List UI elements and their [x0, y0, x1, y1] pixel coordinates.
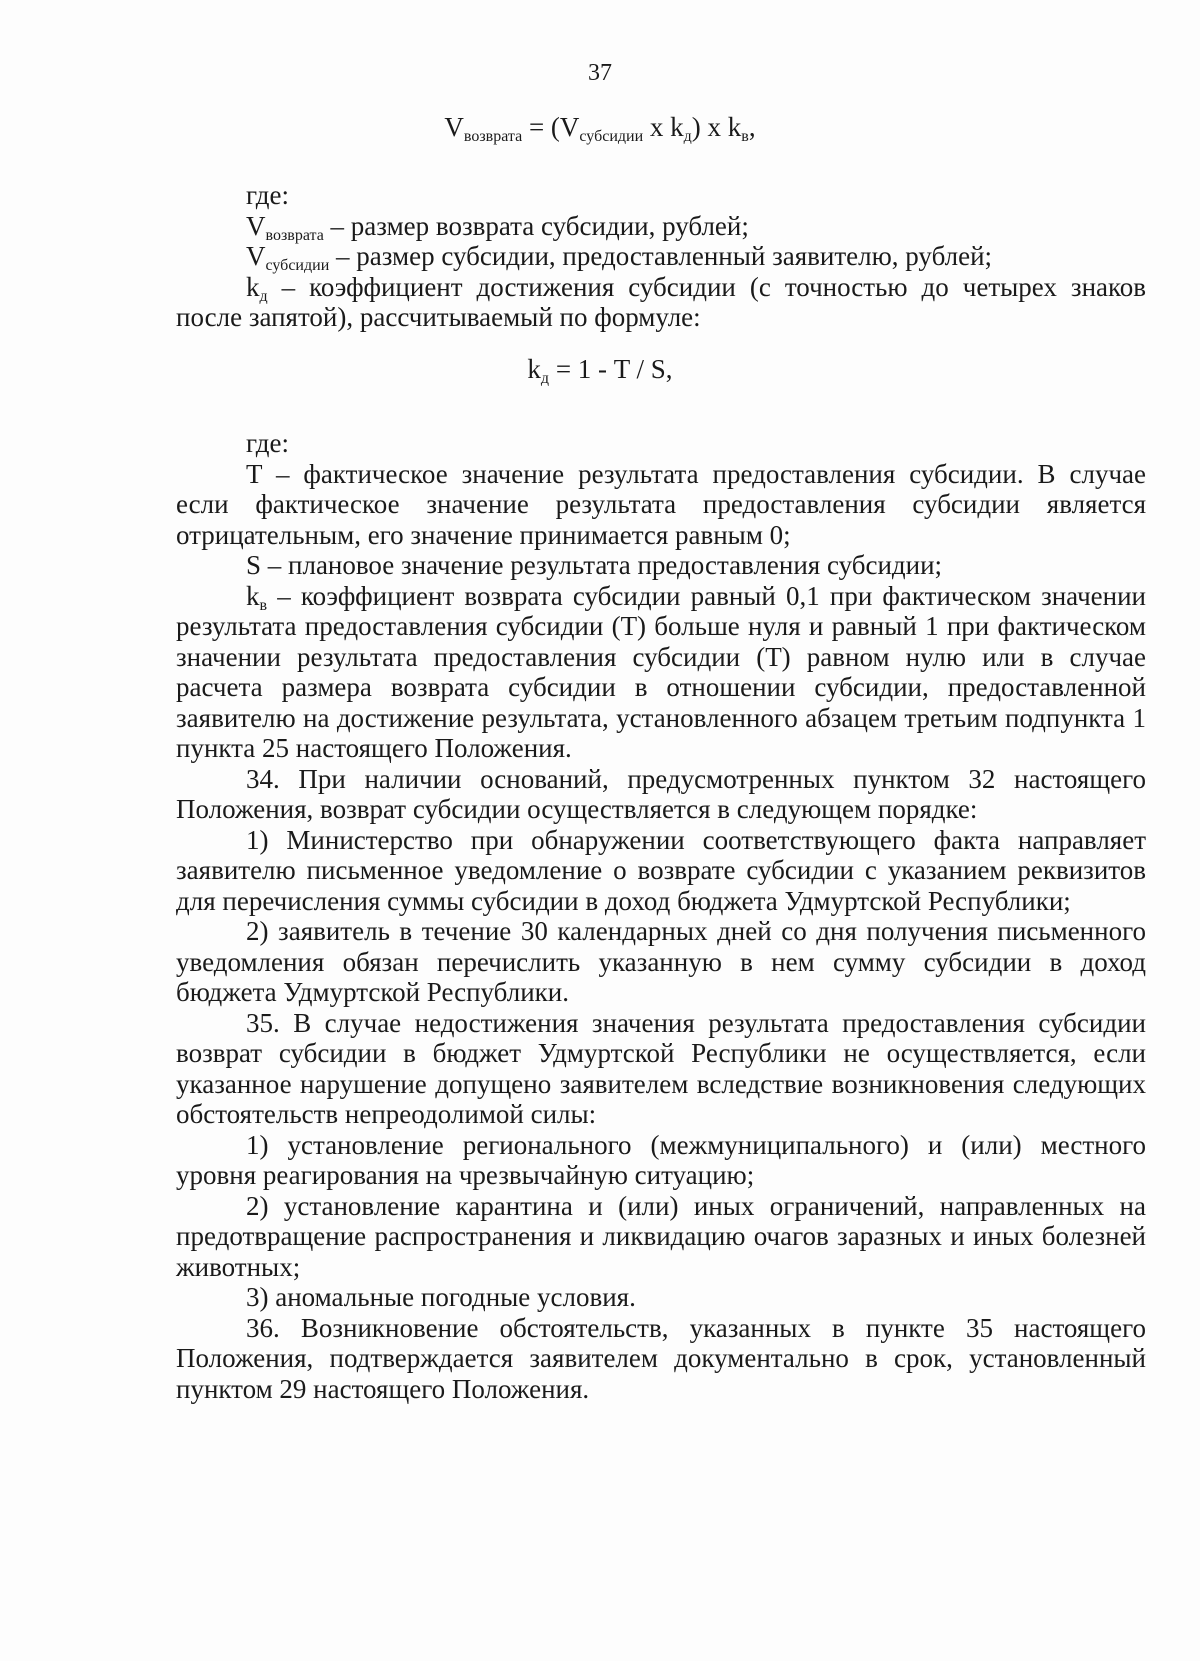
- paragraph-34: 34. При наличии оснований, предусмотренных пунктом 32 настоящего Положения, возврат субсидии осуществляется в следующем порядке:: [176, 763, 1146, 824]
- definitions-block-2: [176, 428, 1146, 1404]
- definition-s: S – плановое значение результата предоставления субсидии;: [246, 550, 943, 580]
- where-label: где:: [246, 428, 289, 458]
- definition-t: T – фактическое значение результата предоставления субсидии. В случае если фактическое значение результата предоставления субсидии является отрицательным, его значение принимается равным 0;: [176, 458, 1146, 550]
- definition-k-return: $k_в$ – коэффициент возврата субсидии равный 0,1 при фактическом значении результата предоставления субсидии (T) больше нуля и равный 1 при фактическом значении результата предоставления субсидии (T) равном нулю или в случае расчета размера возврата субсидии в отношении субсидии, предоставленной заявителю на достижение результата, установленного абзацем третьим подпункта 1 пункта 25 настоящего Положения.: [176, 580, 1146, 763]
- paragraph-35-item-3: 3) аномальные погодные условия.: [246, 1282, 636, 1312]
- definition-v-return: $V_{возврата}$ – размер возврата субсидии, рублей;: [246, 210, 749, 244]
- where-label: где:: [246, 180, 289, 210]
- definition-v-subsidy: $V_{субсидии}$ – размер субсидии, предоставленный заявителю, рублей;: [246, 241, 993, 274]
- page-number: 37: [588, 60, 612, 86]
- paragraph-35-item-1: 1) установление регионального (межмуниципального) и (или) местного уровня реагирования на чрезвычайную ситуацию;: [176, 1129, 1146, 1190]
- definitions-block-1: [176, 180, 1146, 333]
- paragraph-35-item-2: 2) установление карантина и (или) иных ограничений, направленных на предотвращение распространения и ликвидацию очагов заразных и иных болезней животных;: [176, 1190, 1146, 1282]
- paragraph-34-item-2: 2) заявитель в течение 30 календарных дней со дня получения письменного уведомления обязан перечислить указанную в нем сумму субсидии в доход бюджета Удмуртской Республики.: [176, 916, 1146, 1007]
- paragraph-36: 36. Возникновение обстоятельств, указанных в пункте 35 настоящего Положения, подтверждается заявителем документально в срок, установленный пунктом 29 настоящего Положения.: [176, 1312, 1146, 1404]
- formula-return-amount: $V_{возврата} = (V_{субсидии}$ x $k_д$) x $k_в$,: [444, 112, 756, 145]
- paragraph-35: 35. В случае недостижения значения результата предоставления субсидии возврат субсидии в бюджет Удмуртской Республики не осуществляется, если указанное нарушение допущено заявителем вследствие возникновения следующих обстоятельств непреодолимой силы:: [176, 1007, 1146, 1129]
- formula-achievement-coefficient: $k_д = 1 - T / S$,: [527, 354, 673, 387]
- paragraph-34-item-1: 1) Министерство при обнаружении соответствующего факта направляет заявителю письменное уведомление о возврате субсидии с указанием реквизитов для перечисления суммы субсидии в доход бюджета Удмуртской Республики;: [176, 824, 1146, 916]
- definition-k-achievement: $k_д$ – коэффициент достижения субсидии (с точностью до четырех знаков после запятой), рассчитываемый по формуле:: [176, 271, 1146, 332]
